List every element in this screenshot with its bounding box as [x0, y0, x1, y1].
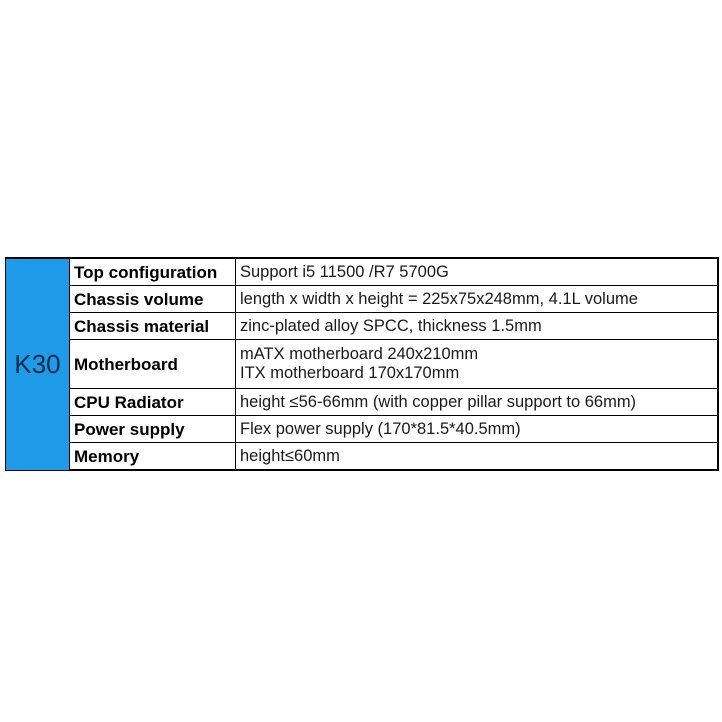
spec-row-chassis-material [6, 313, 718, 340]
spec-value [236, 443, 718, 471]
model-name-cell: K30 [6, 258, 70, 470]
spec-row-cpu-radiator [6, 389, 718, 416]
spec-value [236, 313, 718, 340]
spec-value [236, 258, 718, 286]
spec-value-line: length x width x height = 225x75x248mm, 4.1L volume [240, 289, 638, 308]
spec-value [236, 389, 718, 416]
spec-label: Top configuration [70, 258, 236, 286]
spec-value-line: Support i5 11500 /R7 5700G [240, 262, 449, 281]
spec-label: Chassis material [70, 313, 236, 340]
spec-value-line: Flex power supply (170*81.5*40.5mm) [240, 419, 521, 438]
spec-label: Memory [70, 443, 236, 471]
spec-table [5, 257, 719, 471]
spec-row-memory [6, 443, 718, 471]
spec-value [236, 340, 718, 389]
spec-label: Power supply [70, 416, 236, 443]
spec-value [236, 286, 718, 313]
spec-value-line: zinc-plated alloy SPCC, thickness 1.5mm [240, 316, 542, 335]
spec-value-line: ITX motherboard 170x170mm [240, 364, 460, 382]
spec-value [236, 416, 718, 443]
spec-value-line: height≤60mm [240, 446, 340, 465]
spec-label: Chassis volume [70, 286, 236, 313]
spec-row-power-supply [6, 416, 718, 443]
spec-label: CPU Radiator [70, 389, 236, 416]
spec-row-motherboard [6, 340, 718, 389]
spec-label: Motherboard [70, 340, 236, 389]
spec-value-line: height ≤56-66mm (with copper pillar support to 66mm) [240, 392, 637, 411]
spec-row-chassis-volume [6, 286, 718, 313]
spec-table-body [6, 258, 718, 470]
spec-value-line: mATX motherboard 240x210mm [240, 345, 479, 363]
spec-row-top-configuration [6, 258, 718, 286]
